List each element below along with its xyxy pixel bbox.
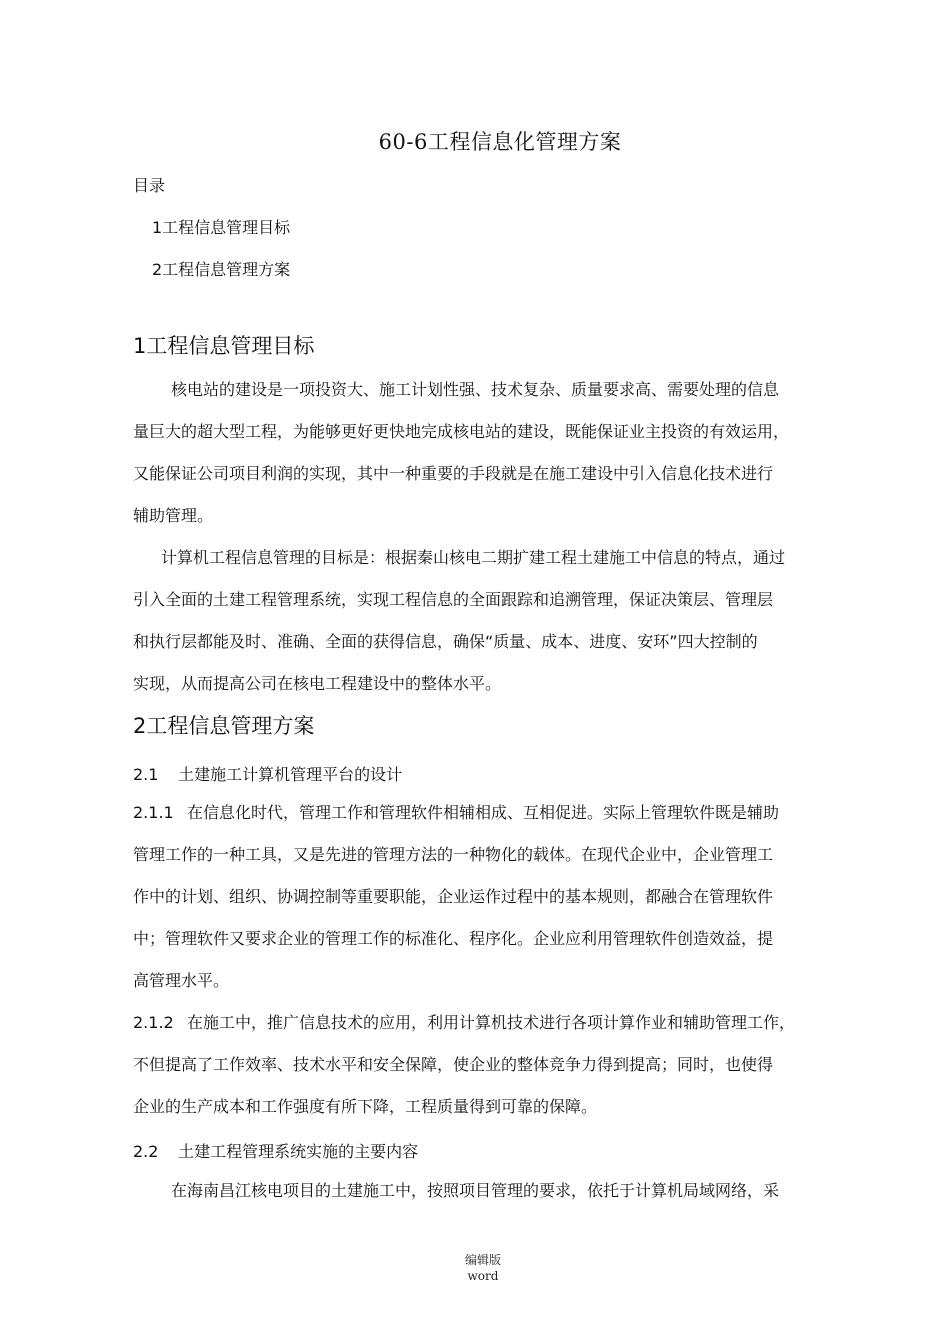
paragraph-line: 不但提高了工作效率、技术水平和安全保障，使企业的整体竞争力得到提高；同时，也使得 [133, 1055, 774, 1074]
subsection-2-2-heading [133, 1139, 418, 1162]
paragraph-line: 在海南昌江核电项目的土建施工中，按照项目管理的要求，依托于计算机局域网络，采 [171, 1181, 780, 1200]
paragraph-line: 实现，从而提高公司在核电工程建设中的整体水平。 [133, 674, 502, 693]
paragraph-line [133, 792, 863, 834]
footer-line-2: word [467, 1269, 499, 1283]
section-1-paragraph-1 [133, 369, 863, 537]
subsection-number: 2.2 [133, 1142, 159, 1161]
paragraph-line: 和执行层都能及时、准确、全面的获得信息，确保“质量、成本、进度、安环”四大控制的 [133, 632, 758, 651]
section-2-heading: 2工程信息管理方案 [133, 714, 315, 738]
paragraph-line [133, 1002, 863, 1044]
paragraph-line: 又能保证公司项目利润的实现，其中一种重要的手段就是在施工建设中引入信息化技术进行 [133, 464, 774, 483]
paragraph-line: 作中的计划、组织、协调控制等重要职能，企业运作过程中的基本规则，都融合在管理软件 [133, 887, 774, 906]
paragraph-line: 辅助管理。 [133, 506, 214, 525]
page-footer [0, 1252, 950, 1284]
paragraph-line: 计算机工程信息管理的目标是：根据秦山核电二期扩建工程土建施工中信息的特点，通过 [161, 548, 786, 567]
subsection-title: 土建工程管理系统实施的主要内容 [178, 1142, 419, 1161]
clause-number: 2.1.1 [133, 803, 174, 822]
paragraph-line: 核电站的建设是一项投资大、施工计划性强、技术复杂、质量要求高、需要处理的信息 [171, 380, 780, 399]
toc-label: 目录 [133, 176, 166, 195]
clause-number: 2.1.2 [133, 1013, 174, 1032]
document-title: 60-6工程信息化管理方案 [378, 130, 622, 154]
footer-line-1: 编辑版 [464, 1253, 501, 1267]
toc-item-1[interactable]: 1工程信息管理目标 [152, 218, 291, 237]
paragraph-line: 量巨大的超大型工程，为能够更好更快地完成核电站的建设，既能保证业主投资的有效运用， [133, 422, 790, 441]
subsection-2-1-2 [133, 1002, 863, 1128]
subsection-number: 2.1 [133, 765, 159, 784]
paragraph-line: 企业的生产成本和工作强度有所下降，工程质量得到可靠的保障。 [133, 1097, 598, 1116]
paragraph-line: 管理工作的一种工具，又是先进的管理方法的一种物化的载体。在现代企业中，企业管理工 [133, 845, 774, 864]
subsection-2-1-heading [133, 762, 402, 785]
subsection-2-1-1 [133, 792, 863, 1002]
paragraph-line: 中；管理软件又要求企业的管理工作的标准化、程序化。企业应利用管理软件创造效益，提 [133, 929, 774, 948]
section-1-heading: 1工程信息管理目标 [133, 334, 315, 358]
paragraph-line: 引入全面的土建工程管理系统，实现工程信息的全面跟踪和追溯管理，保证决策层、管理层 [133, 590, 774, 609]
subsection-title: 土建施工计算机管理平台的设计 [178, 765, 403, 784]
paragraph-line: 高管理水平。 [133, 971, 230, 990]
section-2-paragraph-last [133, 1170, 863, 1212]
clause-text: 在施工中，推广信息技术的应用，利用计算机技术进行各项计算作业和辅助管理工作， [187, 1013, 796, 1032]
section-1-paragraph-2 [133, 537, 863, 705]
clause-text: 在信息化时代，管理工作和管理软件相辅相成、互相促进。实际上管理软件既是辅助 [187, 803, 780, 822]
toc-item-2[interactable]: 2工程信息管理方案 [152, 260, 291, 279]
